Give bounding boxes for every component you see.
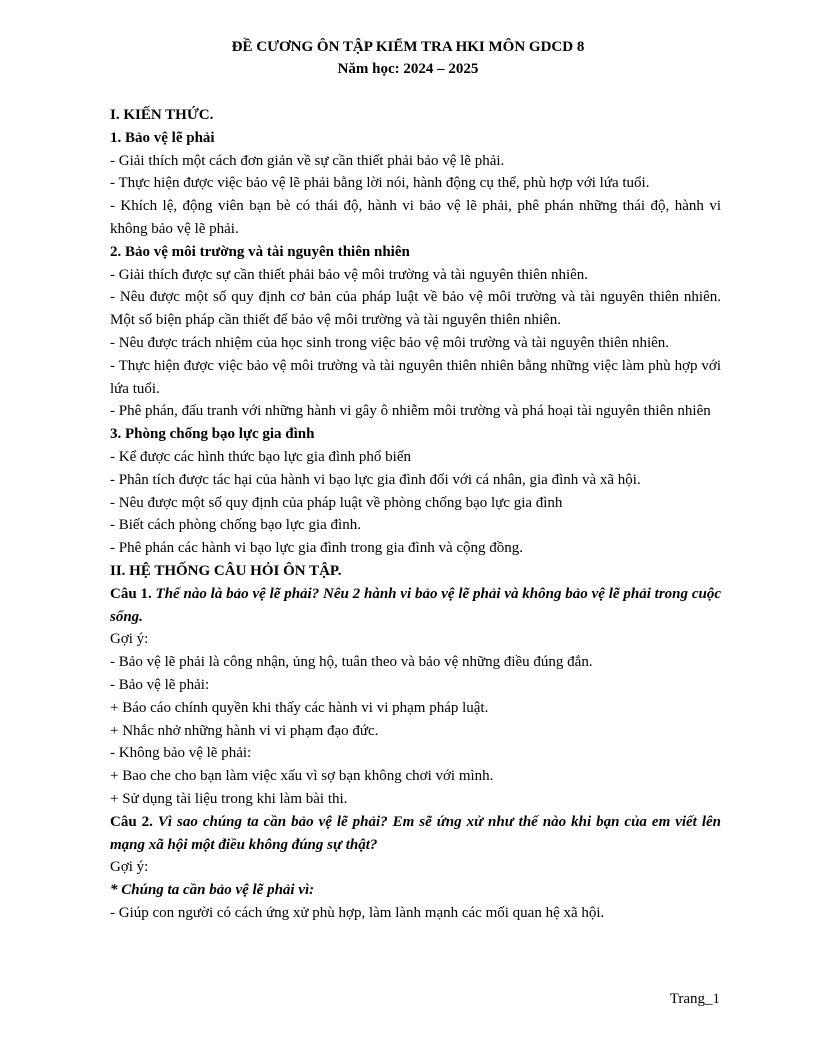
question-1 — [110, 583, 721, 629]
document-title: ĐỀ CƯƠNG ÔN TẬP KIỂM TRA HKI MÔN GDCD 8 — [231, 39, 585, 55]
question-2-label: Câu 2. — [110, 813, 153, 830]
document-header — [0, 36, 816, 80]
hint-label: Gợi ý: — [110, 631, 149, 648]
question-2 — [110, 811, 721, 857]
answer-line: - Giúp con người có cách ứng xử phù hợp, làm lành mạnh các mối quan hệ xã hội. — [110, 904, 605, 921]
document-body — [110, 104, 721, 925]
answer-line: + Nhắc nhở những hành vi vi phạm đạo đức. — [110, 722, 379, 739]
section-heading-questions: II. HỆ THỐNG CÂU HỎI ÔN TẬP. — [110, 562, 342, 579]
question-2-text: Vì sao chúng ta cần bảo vệ lẽ phải? Em sẽ ứng xử như thế nào khi bạn của em viết lên mạng xã hội một điều không đúng sự thật? — [110, 813, 721, 853]
school-year: Năm học: 2024 – 2025 — [337, 61, 479, 77]
body-line: - Phê phán các hành vi bạo lực gia đình trong gia đình và cộng đồng. — [110, 540, 524, 557]
hint-label: Gợi ý: — [110, 859, 149, 876]
body-line: - Nêu được một số quy định của pháp luật về phòng chống bạo lực gia đình — [110, 494, 563, 511]
body-line: - Phân tích được tác hại của hành vi bạo lực gia đình đối với cá nhân, gia đình và xã hội. — [110, 471, 641, 488]
body-line: - Nêu được một số quy định cơ bản của pháp luật về bảo vệ môi trường và tài nguyên thiên nhiên. Một số biện pháp cần thiết để bảo vệ môi trường và tài nguyên thiên nhiên. — [110, 289, 721, 329]
part-heading-environment: 2. Bảo vệ môi trường và tài nguyên thiên nhiên — [110, 243, 410, 260]
answer-line: - Không bảo vệ lẽ phải: — [110, 745, 252, 762]
body-line: - Biết cách phòng chống bạo lực gia đình. — [110, 517, 361, 534]
answer-line: + Sử dụng tài liệu trong khi làm bài thi. — [110, 790, 348, 807]
body-line: - Giải thích được sự cần thiết phải bảo vệ môi trường và tài nguyên thiên nhiên. — [110, 266, 589, 283]
answer-line: - Bảo vệ lẽ phải là công nhận, ủng hộ, tuân theo và bảo vệ những điều đúng đắn. — [110, 654, 593, 671]
body-line: - Khích lệ, động viên bạn bè có thái độ, hành vi bảo vệ lẽ phải, phê phán những thái độ, hành vi không bảo vệ lẽ phải. — [110, 198, 721, 237]
question-1-label: Câu 1. — [110, 585, 152, 602]
part-heading-domestic-violence: 3. Phòng chống bạo lực gia đình — [110, 426, 315, 443]
body-line: - Kể được các hình thức bạo lực gia đình phổ biến — [110, 448, 411, 465]
body-line: - Nêu được trách nhiệm của học sinh trong việc bảo vệ môi trường và tài nguyên thiên nhiên. — [110, 334, 670, 351]
body-line: - Thực hiện được việc bảo vệ lẽ phải bằng lời nói, hành động cụ thể, phù hợp với lứa tuổi. — [110, 175, 650, 192]
answer-line: + Bao che cho bạn làm việc xấu vì sợ bạn không chơi với mình. — [110, 768, 494, 785]
answer-line: + Báo cáo chính quyền khi thấy các hành vi vi phạm pháp luật. — [110, 699, 489, 716]
body-line: - Thực hiện được việc bảo vệ môi trường và tài nguyên thiên nhiên bằng những việc làm phù hợp với lứa tuổi. — [110, 357, 721, 397]
question-1-text: Thế nào là bảo vệ lẽ phải? Nêu 2 hành vi bảo vệ lẽ phải và không bảo vệ lẽ phải trong cuộc sống. — [110, 585, 721, 625]
section-heading-knowledge: I. KIẾN THỨC. — [110, 107, 214, 123]
body-line: - Giải thích một cách đơn giản về sự cần thiết phải bảo vệ lẽ phải. — [110, 152, 505, 169]
part-heading-protect-right: 1. Bảo vệ lẽ phải — [110, 129, 215, 146]
body-line: - Phê phán, đấu tranh với những hành vi gây ô nhiễm môi trường và phá hoại tài nguyên thiên nhiên — [110, 403, 711, 420]
answer-line: - Bảo vệ lẽ phải: — [110, 676, 210, 693]
answer-subheading: * Chúng ta cần bảo vệ lẽ phải vì: — [110, 882, 315, 899]
page-number: Trang_1 — [669, 991, 720, 1007]
